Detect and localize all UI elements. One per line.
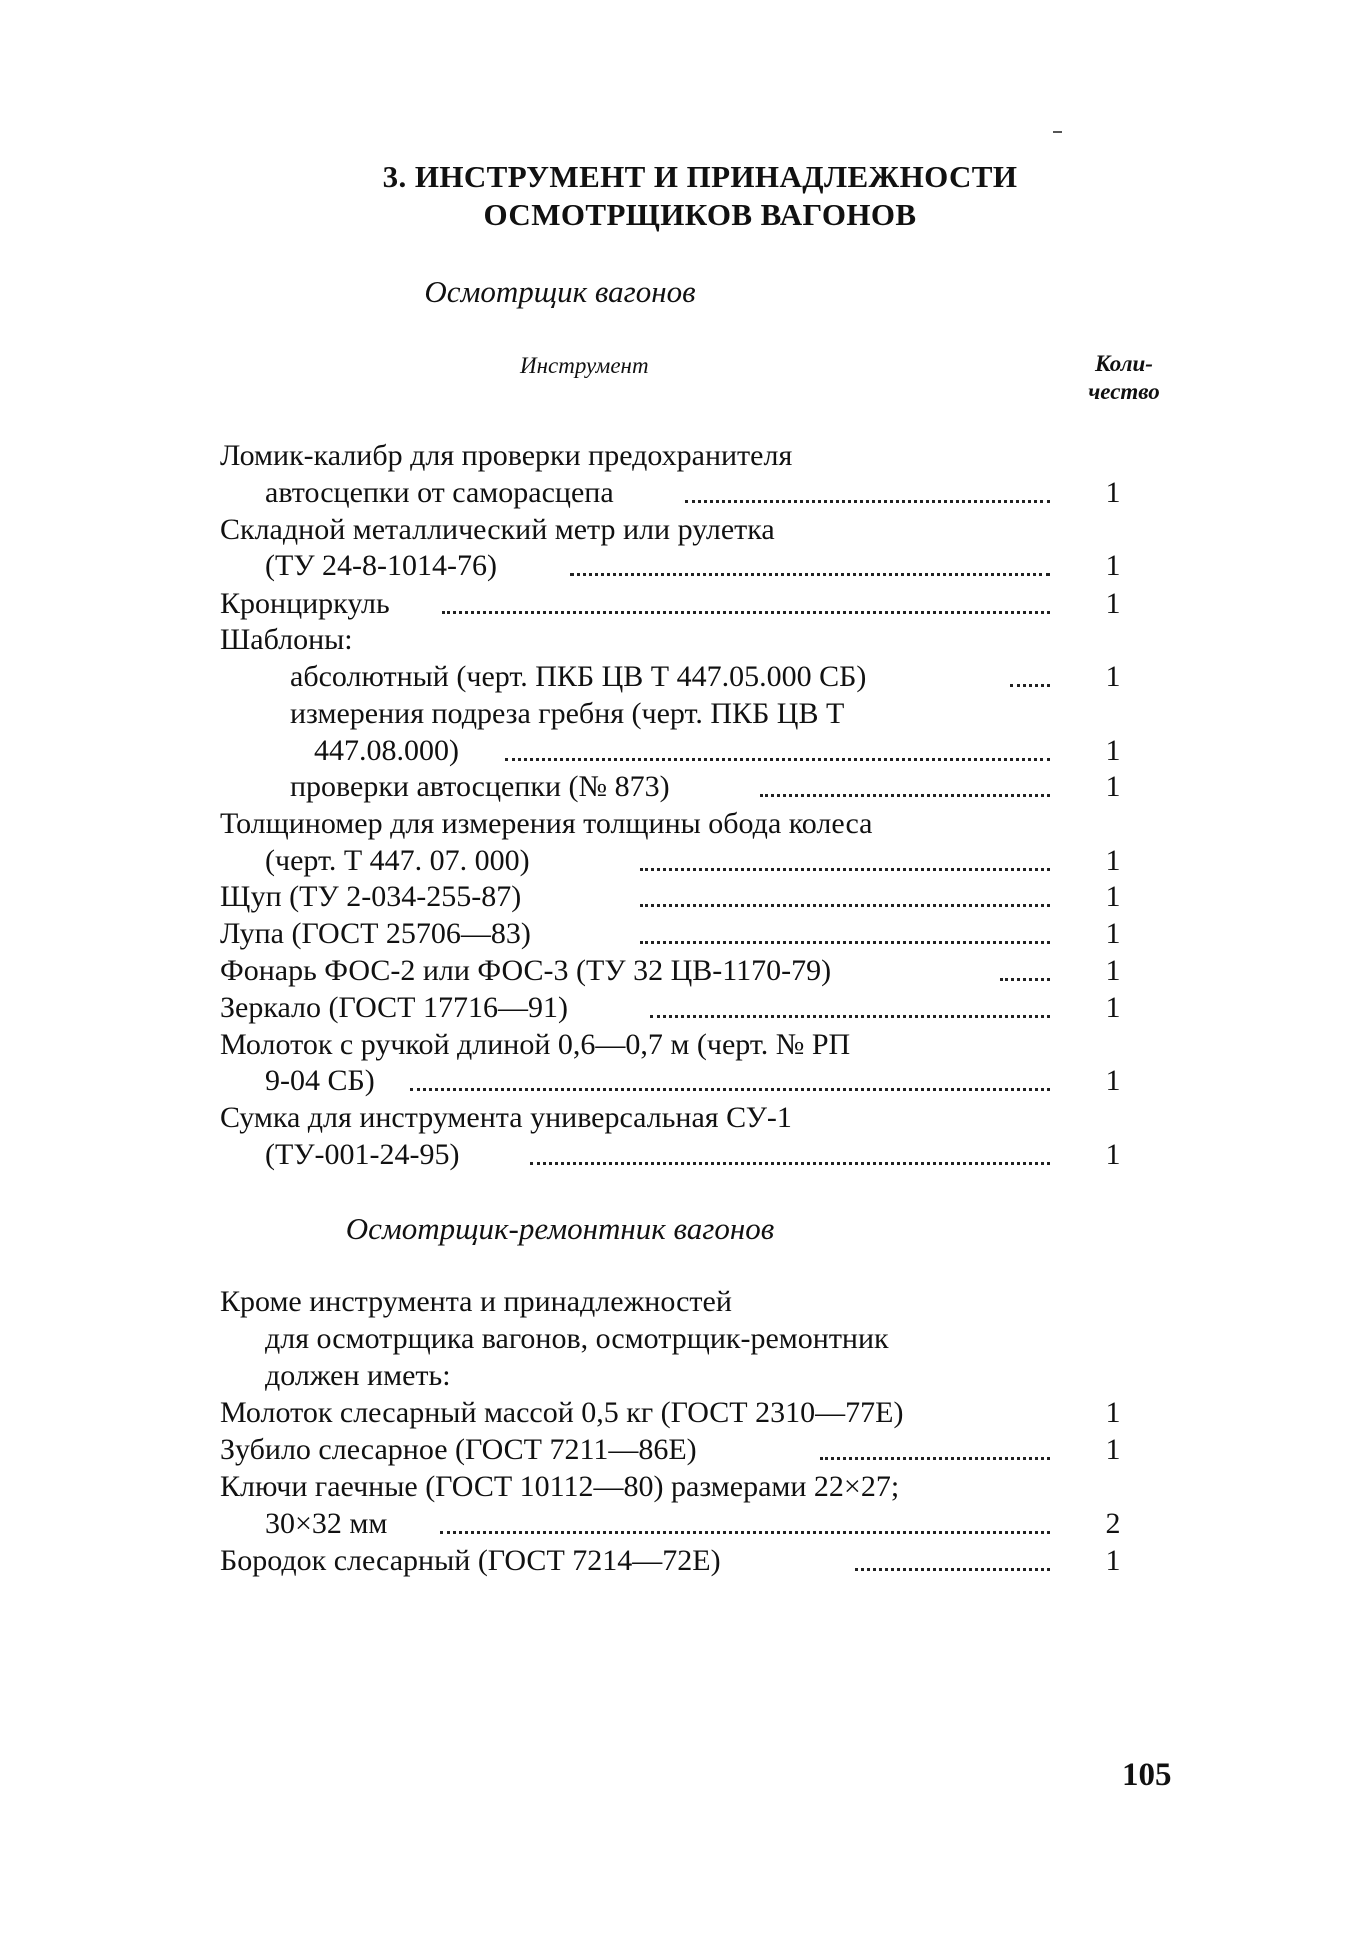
item-text: должен иметь: xyxy=(265,1359,451,1392)
leader-dots xyxy=(685,466,1050,503)
section-heading-inspector-repairman: Осмотрщик-ремонтник вагонов xyxy=(345,1211,775,1246)
leader-dots xyxy=(530,1128,1050,1165)
leader-dots xyxy=(570,539,1050,576)
item-quantity: 1 xyxy=(1105,476,1121,509)
item-text: Складной металлический метр или рулетка xyxy=(220,513,775,546)
item-quantity: 2 xyxy=(1105,1507,1121,1540)
item-quantity: 1 xyxy=(1105,880,1121,913)
list-item xyxy=(0,621,1358,658)
list-item xyxy=(0,768,1358,805)
list-item xyxy=(0,437,1358,474)
item-text: Лупа (ГОСТ 25706—83) xyxy=(220,917,531,950)
leader-dots xyxy=(442,577,1050,614)
item-text: (ТУ-001-24-95) xyxy=(265,1138,460,1171)
item-text: Кроме инструмента и принадлежностей xyxy=(220,1285,732,1318)
list-item xyxy=(0,585,1358,622)
leader-dots xyxy=(760,760,1050,797)
list-item xyxy=(0,915,1358,952)
leader-dots xyxy=(1000,944,1050,981)
list-item xyxy=(0,1542,1358,1579)
item-text: Молоток с ручкой длиной 0,6—0,7 м (черт. № РП xyxy=(220,1028,851,1061)
leader-dots xyxy=(505,724,1050,761)
item-text: 30×32 мм xyxy=(265,1507,388,1540)
item-text: Щуп (ТУ 2-034-255-87) xyxy=(220,880,522,913)
item-quantity: 1 xyxy=(1105,1064,1121,1097)
leader-dots xyxy=(640,907,1050,944)
item-quantity: 1 xyxy=(1105,1433,1121,1466)
list-item xyxy=(0,1283,1358,1320)
item-quantity: 1 xyxy=(1105,954,1121,987)
list-item xyxy=(0,1431,1358,1468)
leader-dots xyxy=(1010,650,1050,687)
item-text: для осмотрщика вагонов, осмотрщик-ремонтник xyxy=(265,1322,889,1355)
title-line-2: ОСМОТРЩИКОВ ВАГОНОВ xyxy=(483,197,917,232)
item-text: Шаблоны: xyxy=(220,623,353,656)
leader-dots xyxy=(640,870,1050,907)
list-item xyxy=(0,1136,1358,1173)
item-text: Молоток слесарный массой 0,5 кг (ГОСТ 2310—77Е) xyxy=(220,1396,904,1429)
item-quantity: 1 xyxy=(1105,660,1121,693)
item-text: проверки автосцепки (№ 873) xyxy=(290,770,670,803)
column-header-quantity xyxy=(1062,350,1186,406)
item-quantity: 1 xyxy=(1105,917,1121,950)
item-text: Ломик-калибр для проверки предохранителя xyxy=(220,439,793,472)
corner-mark xyxy=(1053,131,1062,133)
leader-dots xyxy=(820,1423,1050,1460)
item-text: автосцепки от саморасцепа xyxy=(265,476,614,509)
item-text: Зубило слесарное (ГОСТ 7211—86Е) xyxy=(220,1433,697,1466)
section-heading-inspector: Осмотрщик вагонов xyxy=(424,274,696,309)
item-text: Бородок слесарный (ГОСТ 7214—72Е) xyxy=(220,1544,721,1577)
item-quantity: 1 xyxy=(1105,1138,1121,1171)
item-text: Сумка для инструмента универсальная СУ-1 xyxy=(220,1101,792,1134)
item-quantity: 1 xyxy=(1105,1396,1121,1429)
item-quantity: 1 xyxy=(1105,734,1121,767)
item-quantity: 1 xyxy=(1105,1544,1121,1577)
list-item xyxy=(0,1505,1358,1542)
item-quantity: 1 xyxy=(1105,991,1121,1024)
item-text: Фонарь ФОС-2 или ФОС-3 (ТУ 32 ЦВ-1170-79) xyxy=(220,954,832,987)
item-text: Ключи гаечные (ГОСТ 10112—80) размерами 22×27; xyxy=(220,1470,900,1503)
list-item xyxy=(0,1320,1358,1357)
title-line-1: 3. ИНСТРУМЕНТ И ПРИНАДЛЕЖНОСТИ xyxy=(382,159,1018,194)
list-item xyxy=(0,474,1358,511)
item-quantity: 1 xyxy=(1105,844,1121,877)
item-text: Зеркало (ГОСТ 17716—91) xyxy=(220,991,568,1024)
column-header-quantity-line-2: чество xyxy=(1088,379,1160,404)
item-quantity: 1 xyxy=(1105,549,1121,582)
list-item xyxy=(0,1394,1358,1431)
leader-dots xyxy=(855,1534,1050,1571)
item-quantity: 1 xyxy=(1105,587,1121,620)
column-header-quantity-line-1: Коли- xyxy=(1095,351,1153,376)
leader-dots xyxy=(640,834,1050,871)
leader-dots xyxy=(650,981,1050,1018)
item-text: 9-04 СБ) xyxy=(265,1064,375,1097)
list-item xyxy=(0,732,1358,769)
list-item xyxy=(0,1062,1358,1099)
leader-dots xyxy=(410,1054,1050,1091)
item-text: Кронциркуль xyxy=(220,587,390,620)
column-header-instrument: Инструмент xyxy=(520,353,649,378)
item-text: измерения подреза гребня (черт. ПКБ ЦВ Т xyxy=(290,697,845,730)
page-number: 105 xyxy=(1122,1757,1172,1793)
list-item xyxy=(0,1357,1358,1394)
item-text: Толщиномер для измерения толщины обода колеса xyxy=(220,807,873,840)
item-text: абсолютный (черт. ПКБ ЦВ Т 447.05.000 СБ) xyxy=(290,660,867,693)
item-quantity: 1 xyxy=(1105,770,1121,803)
item-text: (ТУ 24-8-1014-76) xyxy=(265,549,498,582)
list-item xyxy=(0,989,1358,1026)
leader-dots xyxy=(440,1497,1050,1534)
page-title xyxy=(330,158,1070,234)
list-item xyxy=(0,658,1358,695)
item-text: (черт. Т 447. 07. 000) xyxy=(265,844,530,877)
item-text: 447.08.000) xyxy=(314,734,459,767)
